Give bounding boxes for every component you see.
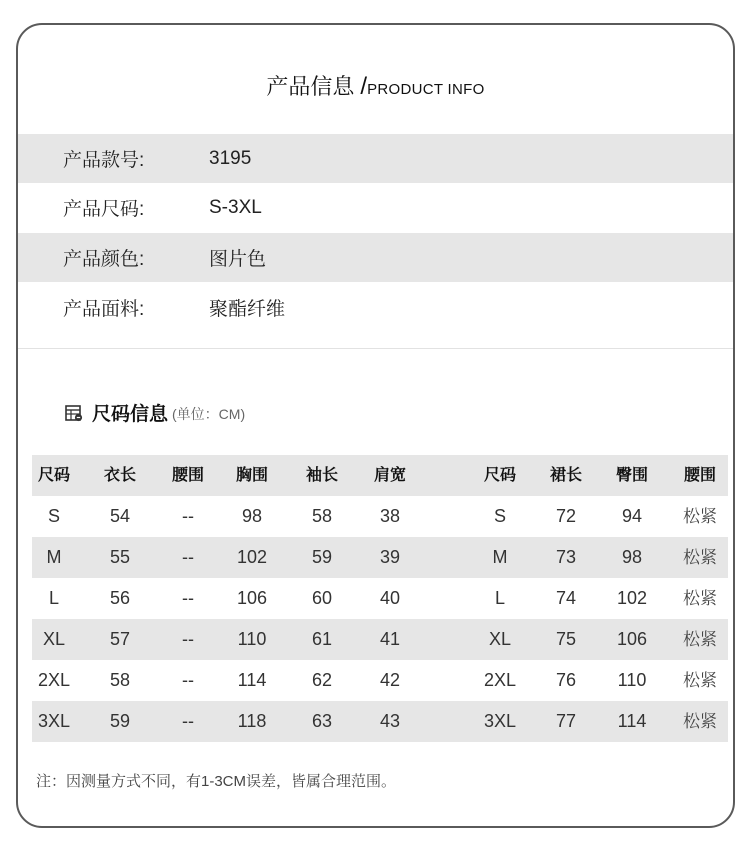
table-cell: 3XL [483,711,517,731]
size-heading: 尺码信息 [92,404,169,425]
table-header-cell: 裙长 [549,467,582,484]
product-info-card [16,23,735,828]
table-cell: -- [182,711,194,731]
table-cell: 松紧 [683,548,717,567]
size-unit: (单位：CM) [172,406,246,422]
measurement-note: 注：因测量方式不同，有1-3CM误差，皆属合理范围。 [36,773,397,790]
table-cell: 松紧 [683,507,717,526]
table-cell: XL [42,629,66,649]
table-cell: 59 [311,547,333,567]
page-title [18,70,733,101]
table-header-cell: 衣长 [103,467,136,484]
table-cell: 松紧 [683,671,717,690]
table-cell: 106 [616,629,648,649]
info-label: 产品款号: [63,150,145,171]
table-cell: M [46,547,62,567]
table-cell: 42 [379,670,401,690]
info-row-fabric [18,283,733,332]
table-cell: 松紧 [683,589,717,608]
table-cell: 73 [555,547,577,567]
title-slash: / [360,73,368,100]
table-cell: -- [182,670,194,690]
table-row [32,496,728,537]
table-cell: S [47,506,60,526]
table-cell: 40 [379,588,401,608]
table-cell: 43 [379,711,401,731]
table-header-cell: 腰围 [683,467,716,484]
table-cell: 63 [311,711,333,731]
table-row [32,660,728,701]
table-cell: 75 [555,629,577,649]
table-cell: 114 [617,711,647,731]
table-cell: 38 [379,506,401,526]
table-cell: 114 [237,670,267,690]
table-header-cell: 尺码 [483,467,516,484]
table-cell: -- [182,629,194,649]
table-cell: 松紧 [683,712,717,731]
info-value: S-3XL [209,196,262,218]
table-cell: 58 [311,506,333,526]
table-cell: 2XL [37,670,71,690]
table-cell: 62 [311,670,333,690]
table-icon [65,404,83,422]
table-cell: L [494,588,505,608]
table-cell: 77 [555,711,577,731]
table-cell: 72 [555,506,577,526]
table-cell: 106 [236,588,268,608]
info-label: 产品面料: [63,299,145,320]
info-label: 产品尺码: [63,199,145,220]
table-cell: XL [488,629,512,649]
title-cn: 产品信息 [266,74,355,99]
table-cell: 102 [616,588,648,608]
table-row [32,619,728,660]
info-label: 产品颜色: [63,249,145,270]
size-section-header [65,399,245,426]
table-cell: 118 [237,711,267,731]
table-cell: 94 [621,506,643,526]
table-cell: 2XL [483,670,517,690]
table-cell: 3XL [37,711,71,731]
table-header-cell: 袖长 [305,467,338,484]
table-cell: 55 [109,547,131,567]
table-cell: -- [182,588,194,608]
size-table [32,455,728,742]
table-cell: M [492,547,508,567]
table-cell: 41 [379,629,401,649]
table-row [32,578,728,619]
table-cell: 61 [311,629,333,649]
table-cell: 76 [555,670,577,690]
table-cell: 松紧 [683,630,717,649]
table-header-cell: 臀围 [615,467,648,484]
table-header-cell: 腰围 [171,467,204,484]
info-row-model [18,134,733,183]
table-cell: 57 [109,629,131,649]
table-cell: 58 [109,670,131,690]
table-cell: L [48,588,59,608]
table-cell: 98 [621,547,643,567]
title-en: PRODUCT INFO [367,81,485,98]
table-cell: 98 [241,506,263,526]
table-cell: 56 [109,588,131,608]
divider [18,348,733,349]
table-cell: 60 [311,588,333,608]
table-row [32,701,728,742]
info-value: 聚酯纤维 [209,299,286,320]
table-cell: -- [182,547,194,567]
table-cell: 110 [617,670,647,690]
info-row-size [18,183,733,232]
table-cell: 39 [379,547,401,567]
table-header-row [32,455,728,496]
info-value: 图片色 [209,249,267,270]
table-header-cell: 尺码 [37,467,70,484]
table-header-cell: 肩宽 [373,467,406,484]
table-cell: S [493,506,506,526]
table-cell: -- [182,506,194,526]
table-header-cell: 胸围 [235,467,268,484]
table-cell: 59 [109,711,131,731]
info-value: 3195 [209,147,252,169]
table-row [32,537,728,578]
info-row-color [18,233,733,282]
table-cell: 102 [236,547,268,567]
table-cell: 54 [109,506,131,526]
table-cell: 110 [237,629,267,649]
table-cell: 74 [555,588,577,608]
